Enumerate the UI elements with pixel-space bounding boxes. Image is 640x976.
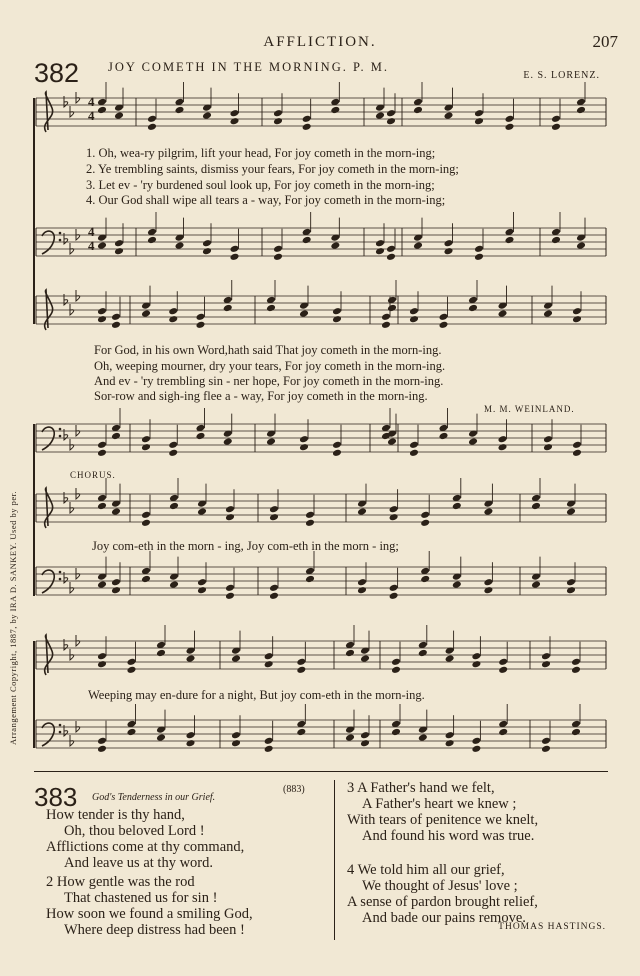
note-head xyxy=(332,315,342,323)
note-head xyxy=(389,592,399,600)
note-head xyxy=(111,321,121,329)
note-head xyxy=(266,437,276,445)
note-head xyxy=(576,241,586,249)
note-head xyxy=(471,660,481,668)
verse-1-line-2: For God, in his own Word,hath said That joy cometh in the morn-ing. xyxy=(94,343,442,357)
poem-line: Afflictions come at thy command, xyxy=(46,839,245,855)
note-head xyxy=(202,247,212,255)
note-head xyxy=(386,117,396,125)
note-head xyxy=(302,123,312,131)
note-head xyxy=(386,109,396,117)
verse-3-line-2: And ev - 'ry trembling sin - ner hope, For joy cometh in the morn-ing. xyxy=(94,374,444,388)
note-head xyxy=(97,449,107,457)
author-credit: THOMAS HASTINGS. xyxy=(498,922,606,932)
poem-line: That chastened us for sin ! xyxy=(64,890,218,906)
note-head xyxy=(445,731,455,739)
note-head xyxy=(169,502,179,510)
note-head xyxy=(97,580,107,588)
note-head xyxy=(97,502,107,510)
note-head xyxy=(357,586,367,594)
note-head xyxy=(571,658,581,666)
note-head xyxy=(571,728,581,736)
note-head xyxy=(111,507,121,515)
note-head xyxy=(299,309,309,317)
note-head xyxy=(197,586,207,594)
note-head xyxy=(391,666,401,674)
note-head xyxy=(299,443,309,451)
note-head xyxy=(360,654,370,662)
note-head xyxy=(169,580,179,588)
note-head xyxy=(196,313,206,321)
composer-credit: E. S. LORENZ. xyxy=(523,70,600,81)
poem-line: How soon we found a smiling God, xyxy=(46,906,253,922)
note-head xyxy=(389,584,399,592)
note-head xyxy=(468,437,478,445)
bass-clef-icon xyxy=(42,231,54,254)
verse-2-line-1: 2. Ye trembling saints, dismiss your fears, For joy cometh in the morn-ing; xyxy=(86,162,459,176)
note-head xyxy=(97,307,107,315)
note-head xyxy=(175,241,185,249)
note-head xyxy=(389,505,399,513)
flat-icon xyxy=(70,439,74,450)
hymn-title-382: JOY COMETH IN THE MORNING. P. M. xyxy=(108,60,390,74)
poem-line: How tender is thy hand, xyxy=(46,807,185,823)
hymn-number-383: 383 xyxy=(34,782,78,812)
note-head xyxy=(111,432,121,440)
note-head xyxy=(357,578,367,586)
note-head xyxy=(114,247,124,255)
note-head xyxy=(375,239,385,247)
chorus-line-2: Weeping may en-dure for a night, But joy com-eth in the morn-ing. xyxy=(88,688,425,702)
clef-dot xyxy=(59,724,62,727)
note-head xyxy=(168,441,178,449)
note-head xyxy=(197,507,207,515)
note-head xyxy=(266,304,276,312)
flat-icon xyxy=(76,635,80,646)
note-head xyxy=(264,737,274,745)
note-head xyxy=(147,236,157,244)
verse-3-line-1: 3. Let ev - 'ry burdened soul look up, For joy cometh in the morn-ing; xyxy=(86,178,435,192)
note-head xyxy=(147,115,157,123)
note-head xyxy=(360,739,370,747)
note-head xyxy=(483,586,493,594)
note-head xyxy=(445,739,455,747)
note-head xyxy=(97,737,107,745)
note-head xyxy=(168,315,178,323)
note-head xyxy=(223,304,233,312)
note-head xyxy=(197,578,207,586)
note-head xyxy=(531,502,541,510)
poem-line: Oh, thou beloved Lord ! xyxy=(64,823,205,839)
flat-icon xyxy=(76,290,80,301)
note-head xyxy=(230,253,240,261)
note-head xyxy=(231,739,241,747)
flat-icon xyxy=(76,488,80,499)
note-head xyxy=(97,241,107,249)
note-head xyxy=(474,245,484,253)
verse-4-line-2: Sor-row and sigh-ing flee a - way, For joy cometh in the morn-ing. xyxy=(94,389,428,403)
note-head xyxy=(389,513,399,521)
note-head xyxy=(474,109,484,117)
note-head xyxy=(409,315,419,323)
note-head xyxy=(391,658,401,666)
poem-line: And leave us at thy word. xyxy=(64,855,213,871)
chorus-label: CHORUS. xyxy=(70,470,116,480)
note-head xyxy=(572,307,582,315)
note-head xyxy=(97,745,107,753)
bass-clef-icon xyxy=(42,723,54,746)
clef-dot xyxy=(59,232,62,235)
note-head xyxy=(156,649,166,657)
note-head xyxy=(147,123,157,131)
note-head xyxy=(269,505,279,513)
column-divider xyxy=(334,780,335,940)
flat-icon xyxy=(70,735,74,746)
note-head xyxy=(141,309,151,317)
poem-line: And found his word was true. xyxy=(362,828,535,844)
note-head xyxy=(420,519,430,527)
note-head xyxy=(474,117,484,125)
note-head xyxy=(418,649,428,657)
note-head xyxy=(225,592,235,600)
note-head xyxy=(230,109,240,117)
note-head xyxy=(420,511,430,519)
note-head xyxy=(305,575,315,583)
note-head xyxy=(202,239,212,247)
note-head xyxy=(357,507,367,515)
note-head xyxy=(230,245,240,253)
note-head xyxy=(231,731,241,739)
poem-line: 4 We told him all our grief, xyxy=(347,862,505,878)
note-head xyxy=(505,123,515,131)
note-head xyxy=(409,441,419,449)
note-head xyxy=(551,236,561,244)
note-head xyxy=(483,507,493,515)
note-head xyxy=(305,511,315,519)
note-head xyxy=(386,245,396,253)
bass-clef-icon xyxy=(42,570,54,593)
note-head xyxy=(302,236,312,244)
note-head xyxy=(572,449,582,457)
note-head xyxy=(330,241,340,249)
bass-clef-icon xyxy=(42,427,54,450)
note-head xyxy=(225,584,235,592)
note-head xyxy=(576,106,586,114)
note-head xyxy=(111,586,121,594)
note-head xyxy=(97,441,107,449)
note-head xyxy=(375,111,385,119)
note-head xyxy=(111,578,121,586)
note-head xyxy=(387,304,397,312)
note-head xyxy=(483,578,493,586)
note-head xyxy=(505,115,515,123)
flat-icon xyxy=(70,243,74,254)
note-head xyxy=(386,253,396,261)
note-head xyxy=(471,745,481,753)
note-head xyxy=(273,245,283,253)
note-head xyxy=(168,449,178,457)
note-head xyxy=(127,728,137,736)
note-head xyxy=(566,578,576,586)
note-head xyxy=(299,435,309,443)
note-head xyxy=(543,443,553,451)
note-head xyxy=(97,315,107,323)
poem-line: 2 How gentle was the rod xyxy=(46,874,195,890)
note-head xyxy=(566,507,576,515)
note-head xyxy=(230,117,240,125)
note-head xyxy=(273,117,283,125)
flat-icon xyxy=(70,502,74,513)
note-head xyxy=(175,106,185,114)
note-head xyxy=(444,111,454,119)
flat-icon xyxy=(76,425,80,436)
note-head xyxy=(413,241,423,249)
note-head xyxy=(531,580,541,588)
note-head xyxy=(498,658,508,666)
note-head xyxy=(168,307,178,315)
note-head xyxy=(543,309,553,317)
note-head xyxy=(439,313,449,321)
note-head xyxy=(444,239,454,247)
note-head xyxy=(111,313,121,321)
note-head xyxy=(305,519,315,527)
note-head xyxy=(264,660,274,668)
note-head xyxy=(452,502,462,510)
note-head xyxy=(186,739,196,747)
clef-dot xyxy=(59,571,62,574)
section-title: AFFLICTION. xyxy=(263,34,377,50)
note-head xyxy=(141,435,151,443)
poem-line: With tears of penitence we knelt, xyxy=(347,812,539,828)
note-head xyxy=(186,731,196,739)
note-head xyxy=(387,437,397,445)
note-head xyxy=(543,435,553,443)
clef-dot xyxy=(59,428,62,431)
note-head xyxy=(505,236,515,244)
note-head xyxy=(269,584,279,592)
note-head xyxy=(97,106,107,114)
flat-icon xyxy=(70,582,74,593)
note-head xyxy=(202,111,212,119)
note-head xyxy=(223,437,233,445)
note-head xyxy=(97,652,107,660)
note-head xyxy=(225,505,235,513)
note-head xyxy=(296,728,306,736)
note-head xyxy=(375,247,385,255)
note-head xyxy=(269,513,279,521)
hymn-subtitle-383: God's Tenderness in our Grief. xyxy=(92,792,216,803)
note-head xyxy=(471,652,481,660)
note-head xyxy=(127,666,137,674)
note-head xyxy=(141,511,151,519)
note-head xyxy=(269,592,279,600)
note-head xyxy=(302,115,312,123)
poem-line: A sense of pardon brought relief, xyxy=(347,894,538,910)
note-head xyxy=(114,111,124,119)
note-head xyxy=(127,658,137,666)
flat-icon xyxy=(70,304,74,315)
note-head xyxy=(409,307,419,315)
note-head xyxy=(572,441,582,449)
note-head xyxy=(330,106,340,114)
note-head xyxy=(452,580,462,588)
note-head xyxy=(231,654,241,662)
note-head xyxy=(345,649,355,657)
note-head xyxy=(418,733,428,741)
note-head xyxy=(141,575,151,583)
flat-icon xyxy=(70,649,74,660)
poem-line: Where deep distress had been ! xyxy=(64,922,245,938)
note-head xyxy=(97,660,107,668)
hymn-number-382: 382 xyxy=(34,58,80,88)
time-signature: 4 xyxy=(88,94,95,109)
note-head xyxy=(498,309,508,317)
note-head xyxy=(225,513,235,521)
hymn-divider xyxy=(34,771,608,772)
note-head xyxy=(196,432,206,440)
verse-2-line-2: Oh, weeping mourner, dry your tears, For joy cometh in the morn-ing. xyxy=(94,359,446,373)
note-head xyxy=(273,253,283,261)
flat-icon xyxy=(76,92,80,103)
chorus-line-1: Joy com-eth in the morn - ing, Joy com-eth in the morn - ing; xyxy=(92,539,399,553)
copyright-credit: Arrangement Copyright, 1887, by IRA D. SANKEY. Used by per. xyxy=(8,490,18,745)
note-head xyxy=(381,313,391,321)
flat-icon xyxy=(70,106,74,117)
note-head xyxy=(409,449,419,457)
note-head xyxy=(566,586,576,594)
note-head xyxy=(360,731,370,739)
note-head xyxy=(551,123,561,131)
note-head xyxy=(413,106,423,114)
note-head xyxy=(332,307,342,315)
clef-dot xyxy=(59,435,62,438)
note-head xyxy=(541,745,551,753)
note-head xyxy=(296,658,306,666)
note-head xyxy=(114,239,124,247)
time-signature: 4 xyxy=(88,108,95,123)
hymn-reference-383: (883) xyxy=(283,784,305,795)
note-head xyxy=(381,321,391,329)
clef-dot xyxy=(59,239,62,242)
flat-icon xyxy=(76,229,80,240)
note-head xyxy=(273,109,283,117)
poem-line: And bade our pains remove. xyxy=(362,910,526,926)
note-head xyxy=(468,304,478,312)
flat-icon xyxy=(76,721,80,732)
note-head xyxy=(498,666,508,674)
note-head xyxy=(498,728,508,736)
poem-line: We thought of Jesus' love ; xyxy=(362,878,518,894)
poem-line: 3 A Father's hand we felt, xyxy=(347,780,495,796)
note-head xyxy=(498,435,508,443)
note-head xyxy=(439,321,449,329)
note-head xyxy=(141,443,151,451)
note-head xyxy=(444,247,454,255)
poem-line: A Father's heart we knew ; xyxy=(362,796,517,812)
note-head xyxy=(471,737,481,745)
note-head xyxy=(420,575,430,583)
note-head xyxy=(541,660,551,668)
note-head xyxy=(474,253,484,261)
note-head xyxy=(345,733,355,741)
time-signature: 4 xyxy=(88,238,95,253)
note-head xyxy=(156,733,166,741)
note-head xyxy=(571,666,581,674)
note-head xyxy=(332,449,342,457)
verse-1-line-1: 1. Oh, wea-ry pilgrim, lift your head, For joy cometh in the morn-ing; xyxy=(86,146,436,160)
note-head xyxy=(141,519,151,527)
note-head xyxy=(498,443,508,451)
clef-dot xyxy=(59,578,62,581)
page-number: 207 xyxy=(592,32,618,51)
time-signature: 4 xyxy=(88,224,95,239)
note-head xyxy=(541,737,551,745)
verse-4-line-1: 4. Our God shall wipe all tears a - way, For joy cometh in the morn-ing; xyxy=(86,193,446,207)
note-head xyxy=(196,321,206,329)
note-head xyxy=(332,441,342,449)
note-head xyxy=(186,654,196,662)
note-head xyxy=(391,728,401,736)
note-head xyxy=(439,432,449,440)
note-head xyxy=(541,652,551,660)
note-head xyxy=(572,315,582,323)
note-head xyxy=(296,666,306,674)
chorus-composer-credit: M. M. WEINLAND. xyxy=(484,404,575,414)
note-head xyxy=(264,652,274,660)
note-head xyxy=(264,745,274,753)
note-head xyxy=(551,115,561,123)
note-head xyxy=(445,654,455,662)
flat-icon xyxy=(76,568,80,579)
clef-dot xyxy=(59,731,62,734)
